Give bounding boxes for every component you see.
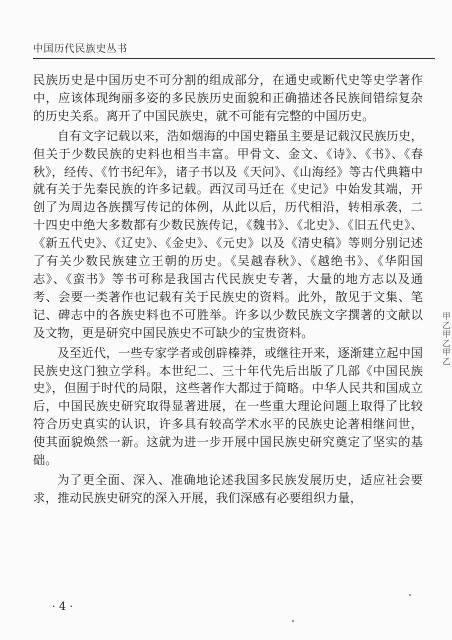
- page-number: · 4 ·: [52, 600, 73, 613]
- paragraph-4: 为了更全面、深入、准确地论述我国多民族发展历史，适应社会要求，推动民族史研究的深入开展，我们深感有必要组织力量，: [33, 472, 423, 505]
- margin-note: 甲乙甲乙甲乙: [442, 312, 451, 366]
- header-rule: [33, 58, 435, 59]
- scan-speck: [292, 620, 294, 622]
- body-text: [33, 72, 423, 510]
- paragraph-2: 自有文字记载以来，浩如烟海的中国史籍虽主要是记载汉民族历史，但关于少数民族的史料也相当丰富。甲骨文、金文、《诗》、《书》、《春秋》，经传、《竹书纪年》，诸子书以及《天问》、《山海经》等古代典籍中就有关于先秦民族的许多记载。西汉司马迁在《史记》中始发其端，开创了为周边各族撰写传记的体例，从此以后，历代相沿，转相承袭，二十四史中绝大多数都有少数民族传记，《魏书》、《北史》、《旧五代史》、《新五代史》、《辽史》、《金史》、《元史》以及《清史稿》等则分别记述了有关少数民族建立王朝的历史。《吴越春秋》、《越绝书》、《华阳国志》、《蛮书》等书可称是我国古代民族史专著，大量的地方志以及通考、会要一类著作也记载有关于民族史的资料。此外，散见于文集、笔记、碑志中的各族史料也不可胜举。许多以少数民族文字撰著的文献以及文物，更是研究中国民族史不可缺少的宝贵资料。: [33, 128, 424, 340]
- paragraph-3: 及至近代，一些专家学者或创辟榛莽，或继往开来，逐渐建立起中国民族史这门独立学科。本世纪二、三十年代先后出版了几部《中国民族史》，但囿于时代的局限，这些著作大都过于简略。中华人民共和国成立后，中国民族史研究取得显著进展，在一些重大理论问题上取得了比较符合历史真实的认识，许多具有较高学术水平的民族史论著相继问世，使其面貌焕然一新。这就为进一步开展中国民族史研究奠定了坚实的基础。: [33, 345, 424, 468]
- running-header: 中国历代民族史丛书: [33, 44, 128, 55]
- paragraph-1: 民族历史是中国历史不可分割的组成部分，在通史或断代史等史学著作中，应该体现绚丽多姿的多民族历史面貌和正确描述各民族间错综复杂的历史关系。离开了中国民族史，就不可能有完整的中国历史。: [33, 73, 423, 123]
- scan-speck: [409, 594, 411, 596]
